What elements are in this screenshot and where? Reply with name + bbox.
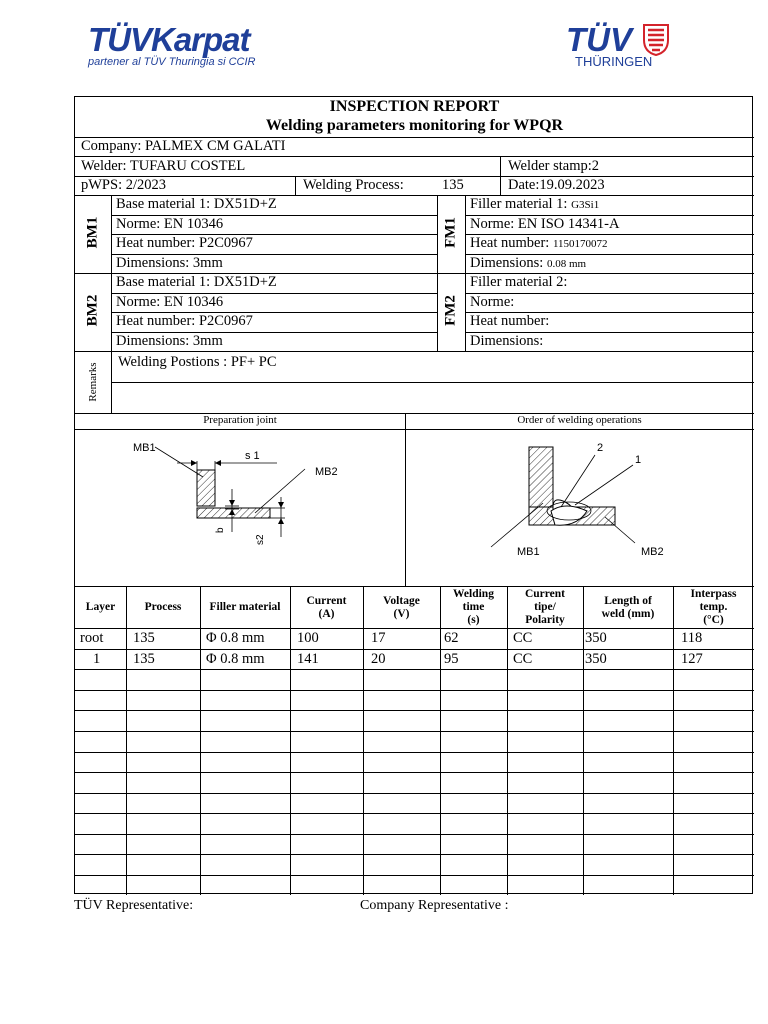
remarks-text: Welding Postions : PF+ PC <box>118 354 277 370</box>
fm1-heat-number <box>470 235 608 252</box>
fm1-tag: FM1 <box>442 217 459 248</box>
fm2-tag: FM2 <box>442 295 459 326</box>
row2-process: 135 <box>133 651 155 667</box>
col-current <box>290 595 363 621</box>
fm1-filler <box>470 196 599 213</box>
report-subtitle: Welding parameters monitoring for WPQR <box>265 117 564 134</box>
col-temp-line1: Interpass <box>690 588 737 600</box>
col-current-line1: Current <box>306 595 347 607</box>
prep-joint-sketch <box>115 437 365 557</box>
fm1-filler-label: Filler material 1: <box>470 196 572 212</box>
col-tipe-line3: Polarity <box>525 614 565 626</box>
welder-stamp-field: Welder stamp:2 <box>508 158 600 174</box>
prep-b-label: b <box>215 527 226 533</box>
col-time-line1: Welding <box>453 588 494 600</box>
op1-label: 1 <box>635 454 642 466</box>
left-logo-brand: TÜVKarpat <box>88 21 250 58</box>
row1-filler: Φ 0.8 mm <box>206 630 265 646</box>
prep-s1-label: s 1 <box>245 450 260 462</box>
col-tipe-line1: Current <box>524 588 566 600</box>
prep-mb2-label: MB2 <box>315 466 338 478</box>
fm1-norme: Norme: EN ISO 14341-A <box>470 216 620 232</box>
col-process: Process <box>144 601 182 613</box>
date-field: Date:19.09.2023 <box>508 177 605 193</box>
bm2-dimensions: Dimensions: 3mm <box>116 333 223 349</box>
col-temp-line3: (°C) <box>703 614 724 626</box>
col-voltage-line2: (V) <box>393 608 410 620</box>
welding-process-value: 135 <box>442 177 464 193</box>
fm2-dimensions: Dimensions: <box>470 333 544 349</box>
col-time-line3: (s) <box>467 614 480 626</box>
bm2-tag: BM2 <box>84 294 101 327</box>
row2-voltage: 20 <box>371 651 386 667</box>
bm1-tag: BM1 <box>84 216 101 249</box>
bm1-dimensions: Dimensions: 3mm <box>116 255 223 271</box>
row1-voltage: 17 <box>371 630 386 646</box>
fm1-dim-value: 0.08 mm <box>546 258 587 270</box>
op2-label: 2 <box>597 442 604 454</box>
bm2-base-material: Base material 1: DX51D+Z <box>116 274 277 290</box>
row1-process: 135 <box>133 630 155 646</box>
row1-current: 100 <box>297 630 319 646</box>
bm2-norme: Norme: EN 10346 <box>116 294 224 310</box>
row2-time: 95 <box>444 651 459 667</box>
order-mb2-label: MB2 <box>641 546 664 557</box>
bm2-heat-number: Heat number: P2C0967 <box>116 313 253 329</box>
tuvkarpat-logo <box>88 22 256 68</box>
col-welding-time <box>440 588 507 627</box>
col-length-line1: Length of <box>604 595 652 607</box>
fm2-filler: Filler material 2: <box>470 274 568 290</box>
bm1-heat-number: Heat number: P2C0967 <box>116 235 253 251</box>
col-voltage-line1: Voltage <box>383 595 420 607</box>
company-field: Company: PALMEX CM GALATI <box>81 138 286 154</box>
left-logo-subtitle: partener al TÜV Thuringia si CCIR <box>88 56 256 68</box>
report-title: INSPECTION REPORT <box>329 98 500 115</box>
col-current-tipe <box>507 588 583 627</box>
fm2-norme: Norme: <box>470 294 515 310</box>
crest-icon <box>643 24 669 56</box>
tuv-representative-label: TÜV Representative: <box>74 898 194 913</box>
row1-layer: root <box>80 630 104 646</box>
report-frame <box>74 96 753 894</box>
fm1-heat-label: Heat number: <box>470 235 553 251</box>
row2-temp: 127 <box>681 651 703 667</box>
welding-process-label: Welding Process: <box>303 177 404 193</box>
row1-length: 350 <box>585 630 607 646</box>
row2-filler: Φ 0.8 mm <box>206 651 265 667</box>
order-mb1-label: MB1 <box>517 546 540 557</box>
right-logo-subtitle: THÜRINGEN <box>575 54 653 69</box>
prep-s2-label: s2 <box>255 534 266 545</box>
fm1-dimensions <box>470 255 586 272</box>
col-voltage <box>363 595 440 621</box>
company-representative-label: Company Representative : <box>360 898 509 913</box>
fm1-dim-label: Dimensions: <box>470 255 547 271</box>
col-current-line2: (A) <box>318 608 335 620</box>
row2-layer: 1 <box>93 651 101 667</box>
row2-current: 141 <box>297 651 319 667</box>
prep-joint-title: Preparation joint <box>203 414 277 426</box>
row2-length: 350 <box>585 651 607 667</box>
bm1-base-material: Base material 1: DX51D+Z <box>116 196 277 212</box>
col-interpass-temp <box>673 588 754 627</box>
row1-time: 62 <box>444 630 459 646</box>
welder-field: Welder: TUFARU COSTEL <box>81 158 246 174</box>
fm1-filler-value: G3Si1 <box>571 199 600 211</box>
fm2-heat-number: Heat number: <box>470 313 550 329</box>
col-length <box>583 595 673 621</box>
row2-polarity: CC <box>513 651 533 667</box>
col-temp-line2: temp. <box>699 601 728 613</box>
pwps-field: pWPS: 2/2023 <box>81 177 166 193</box>
prep-mb1-label: MB1 <box>133 442 156 454</box>
col-tipe-line2: tipe/ <box>534 601 556 613</box>
remarks-tag: Remarks <box>87 362 99 402</box>
row1-temp: 118 <box>681 630 703 646</box>
fm1-heat-value: 1150170072 <box>552 238 608 250</box>
col-filler: Filler material <box>209 601 281 613</box>
order-ops-title: Order of welding operations <box>517 414 642 426</box>
bm1-norme: Norme: EN 10346 <box>116 216 224 232</box>
row1-polarity: CC <box>513 630 533 646</box>
col-time-line2: time <box>462 601 485 613</box>
welding-order-sketch <box>465 437 695 557</box>
tuv-thuringen-logo <box>566 22 676 69</box>
col-layer: Layer <box>85 601 116 613</box>
col-length-line2: weld (mm) <box>601 608 655 620</box>
right-logo-brand: TÜV <box>566 21 632 58</box>
